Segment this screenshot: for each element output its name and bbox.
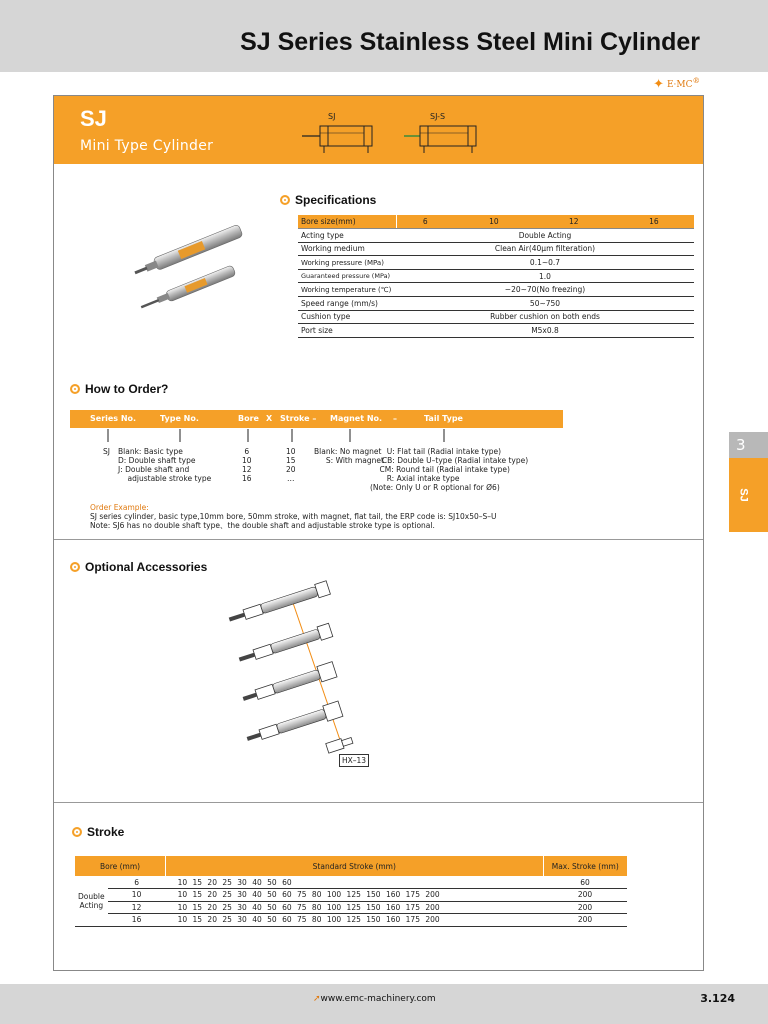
stroke-group-label: Double Acting <box>75 876 108 926</box>
stroke-row <box>75 901 627 914</box>
stroke-max: 200 <box>543 901 627 914</box>
stroke-row <box>75 914 627 927</box>
page-number: 3.124 <box>700 992 735 1005</box>
spec-row <box>298 283 694 297</box>
page-title: SJ Series Stainless Steel Mini Cylinder <box>240 28 700 56</box>
order-heading <box>70 382 168 396</box>
order-type-options: Blank: Basic type D: Double shaft type J: Double shaft and adjustable stroke type <box>118 447 212 483</box>
spec-heading <box>280 193 376 207</box>
flame-icon: ✦ <box>653 77 665 92</box>
order-bar-type: Type No. <box>160 414 199 423</box>
page-header <box>0 0 768 72</box>
spec-heading-text: Specifications <box>295 193 377 207</box>
hx13-label: HX–13 <box>339 754 369 767</box>
order-example-text: SJ series cylinder, basic type,10mm bore, 50mm stroke, with magnet, flat tail, the ERP code is: SJ10x50–S–U <box>90 512 497 521</box>
stroke-row <box>75 876 627 889</box>
content-frame <box>53 95 704 971</box>
brand-name: E·MC <box>666 80 693 90</box>
sjs-diagram <box>398 123 488 155</box>
spec-row <box>298 324 694 338</box>
stroke-bore: 10 <box>108 889 166 902</box>
section-divider <box>54 802 703 803</box>
spec-row <box>298 297 694 311</box>
brand-logo <box>653 76 700 92</box>
order-stroke-options: 10 15 20 … <box>286 447 296 483</box>
chapter-sj-label: SJ <box>737 488 750 502</box>
spec-label: Working pressure (MPa) <box>298 256 396 270</box>
footer-url-text: www.emc-machinery.com <box>320 994 436 1004</box>
spec-value: −20~70(No freezing) <box>396 283 694 297</box>
chapter-number-tab[interactable]: 3 <box>729 432 768 458</box>
section-divider <box>54 539 703 540</box>
spec-row <box>298 229 694 243</box>
order-code-bar <box>70 410 563 428</box>
stroke-bore: 6 <box>108 876 166 889</box>
order-tail-options: U: Flat tail (Radial intake type) CB: Double U–type (Radial intake type) CM: Round tail (Radial intake type) R: Axial intake type (Note: Only U or R optional for Ø6) <box>370 447 529 492</box>
model-name: SJ <box>80 106 107 131</box>
spec-label: Acting type <box>298 229 396 243</box>
order-bar-magnet: Magnet No. <box>330 414 383 423</box>
order-example <box>90 503 497 530</box>
stroke-bore: 12 <box>108 901 166 914</box>
order-example-note: Note: SJ6 has no double shaft type、the double shaft and adjustable stroke type is optional. <box>90 521 435 530</box>
spec-header-cell: 6 <box>396 215 454 229</box>
spec-table <box>298 215 694 338</box>
order-bar-bore: Bore <box>238 414 259 423</box>
bullet-circle-icon <box>70 384 80 394</box>
order-bar-x: X <box>266 414 273 423</box>
stroke-row <box>75 889 627 902</box>
spec-header-cell: 16 <box>614 215 694 229</box>
order-bar-stroke: Stroke – <box>280 414 317 423</box>
chapter-sj-tab[interactable] <box>729 458 768 532</box>
spec-value: Rubber cushion on both ends <box>396 310 694 324</box>
bullet-circle-icon <box>280 195 290 205</box>
order-series-value: SJ <box>103 447 110 456</box>
stroke-max: 60 <box>543 876 627 889</box>
spec-value: 0.1~0.7 <box>396 256 694 270</box>
cylinder-product-image <box>126 214 256 324</box>
stroke-bore: 16 <box>108 914 166 927</box>
spec-label: Cushion type <box>298 310 396 324</box>
spec-row <box>298 256 694 270</box>
stroke-standard: 10 15 20 25 30 40 50 60 75 80 100 125 150 160 175 200 <box>166 889 543 902</box>
arrow-icon: ➚ <box>313 994 321 1004</box>
stroke-heading <box>72 825 124 839</box>
stroke-header-cell: Bore (mm) <box>75 856 166 876</box>
brand-sup: ® <box>692 76 700 85</box>
spec-value: 1.0 <box>396 269 694 283</box>
diagram-label-sj: SJ <box>328 112 336 121</box>
accessories-heading-text: Optional Accessories <box>85 560 208 574</box>
spec-label: Working medium <box>298 242 396 256</box>
accessories-illustration <box>162 580 442 770</box>
order-bar-tail: Tail Type <box>424 414 463 423</box>
stroke-standard: 10 15 20 25 30 40 50 60 75 80 100 125 150 160 175 200 <box>166 914 543 927</box>
spec-header-cell: Bore size(mm) <box>298 215 396 229</box>
spec-value: Double Acting <box>396 229 694 243</box>
stroke-max: 200 <box>543 914 627 927</box>
stroke-table <box>75 856 627 927</box>
order-example-title: Order Example: <box>90 503 149 512</box>
stroke-standard: 10 15 20 25 30 40 50 60 <box>166 876 543 889</box>
bullet-circle-icon <box>70 562 80 572</box>
model-band <box>54 96 703 164</box>
order-connector-lines <box>70 428 563 446</box>
order-bar-series: Series No. <box>90 414 137 423</box>
order-bore-options: 6 10 12 16 <box>242 447 252 483</box>
order-bar-dash: – <box>393 414 397 423</box>
model-subtitle: Mini Type Cylinder <box>80 138 214 154</box>
spec-value: Clean Air(40μm filteration) <box>396 242 694 256</box>
spec-header-cell: 12 <box>534 215 614 229</box>
stroke-heading-text: Stroke <box>87 825 125 839</box>
stroke-header-row <box>75 856 627 876</box>
spec-value: 50~750 <box>396 297 694 311</box>
bullet-circle-icon <box>72 827 82 837</box>
footer-url[interactable] <box>313 994 436 1004</box>
page-footer <box>0 984 768 1024</box>
order-magnet-options: Blank: No magnet S: With magnet <box>314 447 384 465</box>
spec-label: Port size <box>298 324 396 338</box>
spec-header-row <box>298 215 694 229</box>
accessories-heading <box>70 560 207 574</box>
spec-value: M5x0.8 <box>396 324 694 338</box>
order-heading-text: How to Order? <box>85 382 169 396</box>
spec-row <box>298 269 694 283</box>
stroke-header-cell: Max. Stroke (mm) <box>543 856 627 876</box>
spec-label: Guaranteed pressure (MPa) <box>298 269 396 283</box>
sj-diagram <box>294 123 384 155</box>
spec-header-cell: 10 <box>454 215 534 229</box>
stroke-max: 200 <box>543 889 627 902</box>
spec-row <box>298 310 694 324</box>
spec-label: Speed range (mm/s) <box>298 297 396 311</box>
diagram-label-sjs: SJ-S <box>430 112 446 121</box>
spec-row <box>298 242 694 256</box>
stroke-header-cell: Standard Stroke (mm) <box>166 856 543 876</box>
spec-label: Working temperature (℃) <box>298 283 396 297</box>
stroke-standard: 10 15 20 25 30 40 50 60 75 80 100 125 150 160 175 200 <box>166 901 543 914</box>
